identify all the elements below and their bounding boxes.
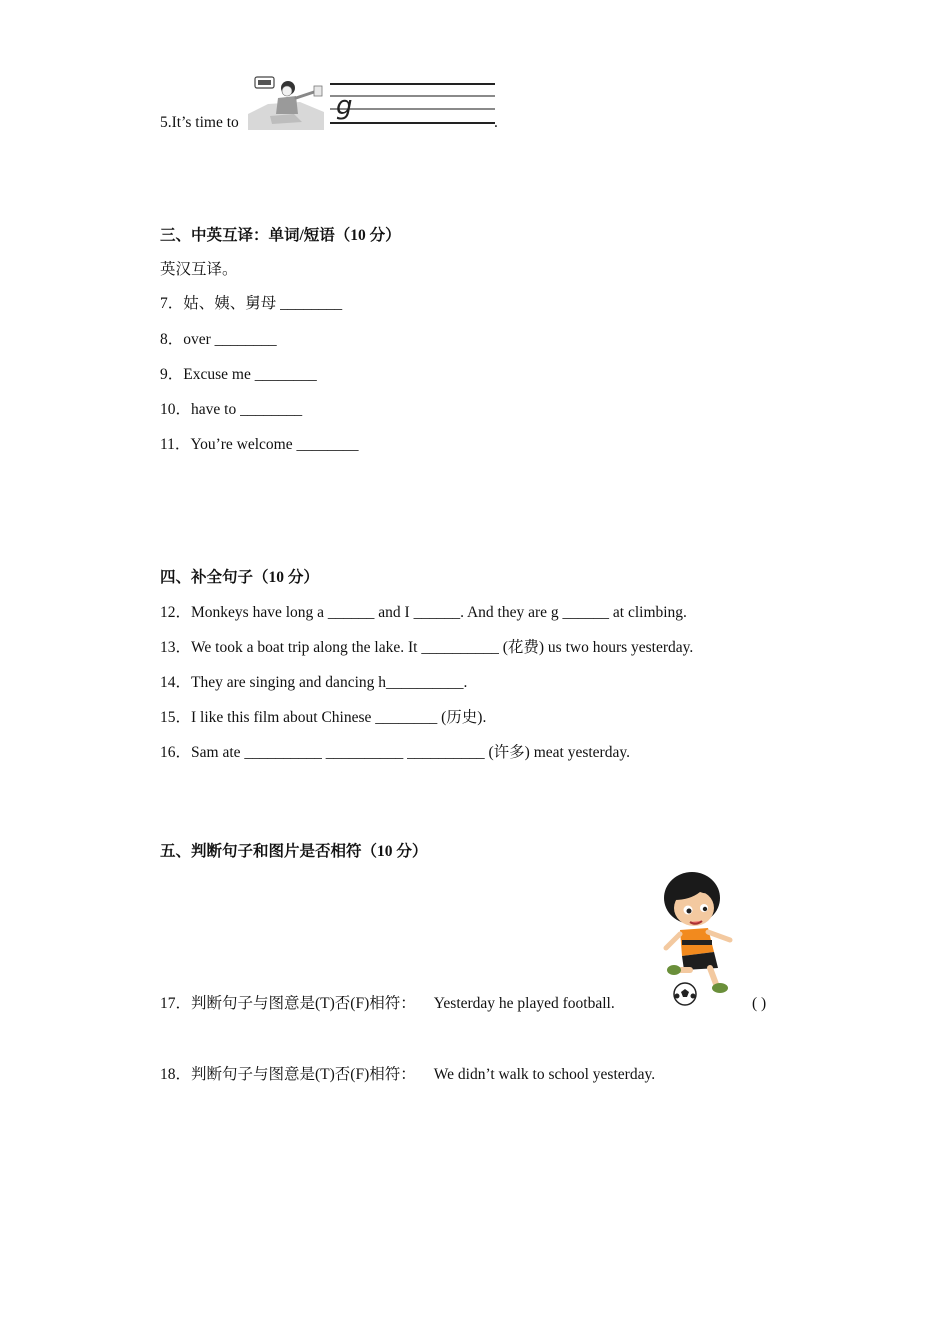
question-number: 8． bbox=[160, 331, 184, 348]
question-text: You’re welcome ________ bbox=[190, 436, 359, 453]
question-number: 12． bbox=[160, 604, 192, 621]
question-18 bbox=[160, 1065, 655, 1085]
question-sentence: We didn’t walk to school yesterday. bbox=[433, 1066, 656, 1083]
section-3-instruction: 英汉互译。 bbox=[160, 261, 238, 278]
question-number: 9． bbox=[160, 366, 184, 383]
question-number: 15． bbox=[160, 709, 192, 726]
boy-playing-football-illustration bbox=[660, 870, 740, 1010]
question-number: 16． bbox=[160, 744, 192, 761]
answer-bracket[interactable]: ( ) bbox=[752, 995, 767, 1012]
question-12 bbox=[160, 603, 687, 623]
question-text: Sam ate __________ __________ __________ (许多) meat yesterday. bbox=[191, 744, 630, 761]
question-11 bbox=[160, 435, 358, 455]
question-14 bbox=[160, 673, 467, 693]
question-text: We took a boat trip along the lake. It __________ (花费) us two hours yesterday. bbox=[191, 639, 694, 656]
question-number: 10． bbox=[160, 401, 192, 418]
section-3-heading: 三、中英互译：单词/短语（10 分） bbox=[160, 227, 401, 244]
question-16 bbox=[160, 743, 630, 763]
question-17 bbox=[160, 994, 615, 1014]
question-13 bbox=[160, 638, 693, 658]
question-5-prefix: 5.It’s time to bbox=[160, 114, 239, 131]
question-text: Excuse me ________ bbox=[183, 366, 317, 383]
question-text: They are singing and dancing h__________. bbox=[191, 674, 468, 691]
question-9 bbox=[160, 365, 317, 385]
question-number: 17． bbox=[160, 995, 192, 1012]
handwriting-lines bbox=[330, 80, 500, 130]
question-prompt: 判断句子与图意是(T)否(F)相符： bbox=[191, 995, 416, 1012]
question-8 bbox=[160, 330, 277, 350]
question-text: over ________ bbox=[183, 331, 277, 348]
question-text: have to ________ bbox=[191, 401, 303, 418]
question-10 bbox=[160, 400, 302, 420]
question-7 bbox=[160, 294, 342, 314]
question-number: 14． bbox=[160, 674, 192, 691]
question-number: 7． bbox=[160, 295, 184, 312]
question-15 bbox=[160, 708, 486, 728]
handwriting-letter: g bbox=[336, 91, 353, 121]
question-prompt: 判断句子与图意是(T)否(F)相符： bbox=[191, 1066, 416, 1083]
section-4-heading: 四、补全句子（10 分） bbox=[160, 569, 319, 586]
question-5 bbox=[160, 113, 239, 133]
question-number: 13． bbox=[160, 639, 192, 656]
question-text: 姑、姨、舅母 ________ bbox=[183, 295, 343, 312]
question-sentence: Yesterday he played football. bbox=[433, 995, 615, 1012]
section-5-heading: 五、判断句子和图片是否相符（10 分） bbox=[160, 843, 428, 860]
boy-clock-illustration bbox=[248, 74, 324, 130]
question-number: 18． bbox=[160, 1066, 192, 1083]
question-number: 11． bbox=[160, 436, 191, 453]
question-5-suffix: . bbox=[494, 114, 498, 131]
question-text: I like this film about Chinese ________ (历史). bbox=[191, 709, 487, 726]
question-text: Monkeys have long a ______ and I ______. And they are g ______ at climbing. bbox=[191, 604, 687, 621]
